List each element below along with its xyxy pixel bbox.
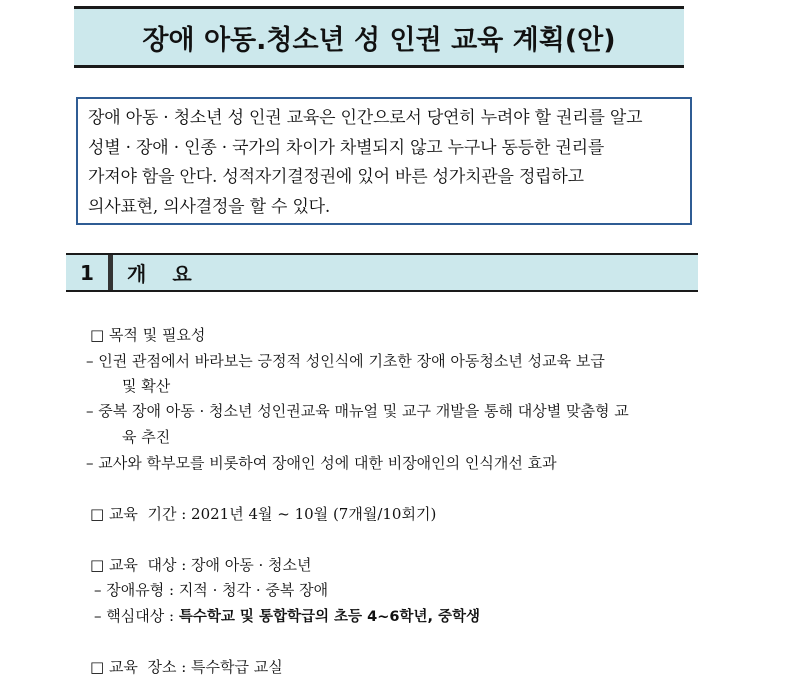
intro-line: 가져야 함을 안다. 성적자기결정권에 있어 바른 성가치관을 정립하고 xyxy=(88,167,584,187)
section-number: 1 xyxy=(80,260,94,285)
target-disability-type: – 장애유형 : 지적 · 청각 · 중복 장애 xyxy=(94,581,329,599)
intro-box xyxy=(76,97,692,225)
intro-line: 의사표현, 의사결정을 할 수 있다. xyxy=(88,196,331,217)
education-period: □ 교육 기간 : 2021년 4월 ~ 10월 (7개월/10회기) xyxy=(90,505,437,523)
target-heading: □ 교육 대상 : 장애 아동 · 청소년 xyxy=(90,556,312,574)
education-place: □ 교육 장소 : 특수학급 교실 xyxy=(90,658,283,676)
intro-line: 장애 아동 · 청소년 성 인권 교육은 인간으로서 당연히 누려야 할 권리를 알고 xyxy=(88,108,643,128)
target-core-label: – 핵심대상 : xyxy=(94,607,179,625)
purpose-heading: □ 목적 및 필요성 xyxy=(90,326,206,344)
section-title: 개요 xyxy=(127,262,218,286)
document-title-banner xyxy=(74,6,684,68)
purpose-item: – 중복 장애 아동 · 청소년 성인권교육 매뉴얼 및 교구 개발을 통해 대상별 맞춤형 교 xyxy=(86,402,629,420)
target-core-value: 특수학교 및 통합학급의 초등 4~6학년, 중학생 xyxy=(178,609,481,625)
purpose-item-continued: 및 확산 xyxy=(122,377,171,395)
purpose-item-continued: 육 추진 xyxy=(122,428,171,446)
document-title: 장애 아동.청소년 성 인권 교육 계획(안) xyxy=(142,24,616,56)
target-core-line xyxy=(94,606,480,627)
intro-line: 성별 · 장애 · 인종 · 국가의 차이가 차별되지 않고 누구나 동등한 권리를 xyxy=(88,137,605,158)
purpose-item: – 인권 관점에서 바라보는 긍정적 성인식에 기초한 장애 아동청소년 성교육 보급 xyxy=(86,352,605,370)
section-header xyxy=(66,253,698,292)
purpose-item: – 교사와 학부모를 비롯하여 장애인 성에 대한 비장애인의 인식개선 효과 xyxy=(86,454,557,472)
